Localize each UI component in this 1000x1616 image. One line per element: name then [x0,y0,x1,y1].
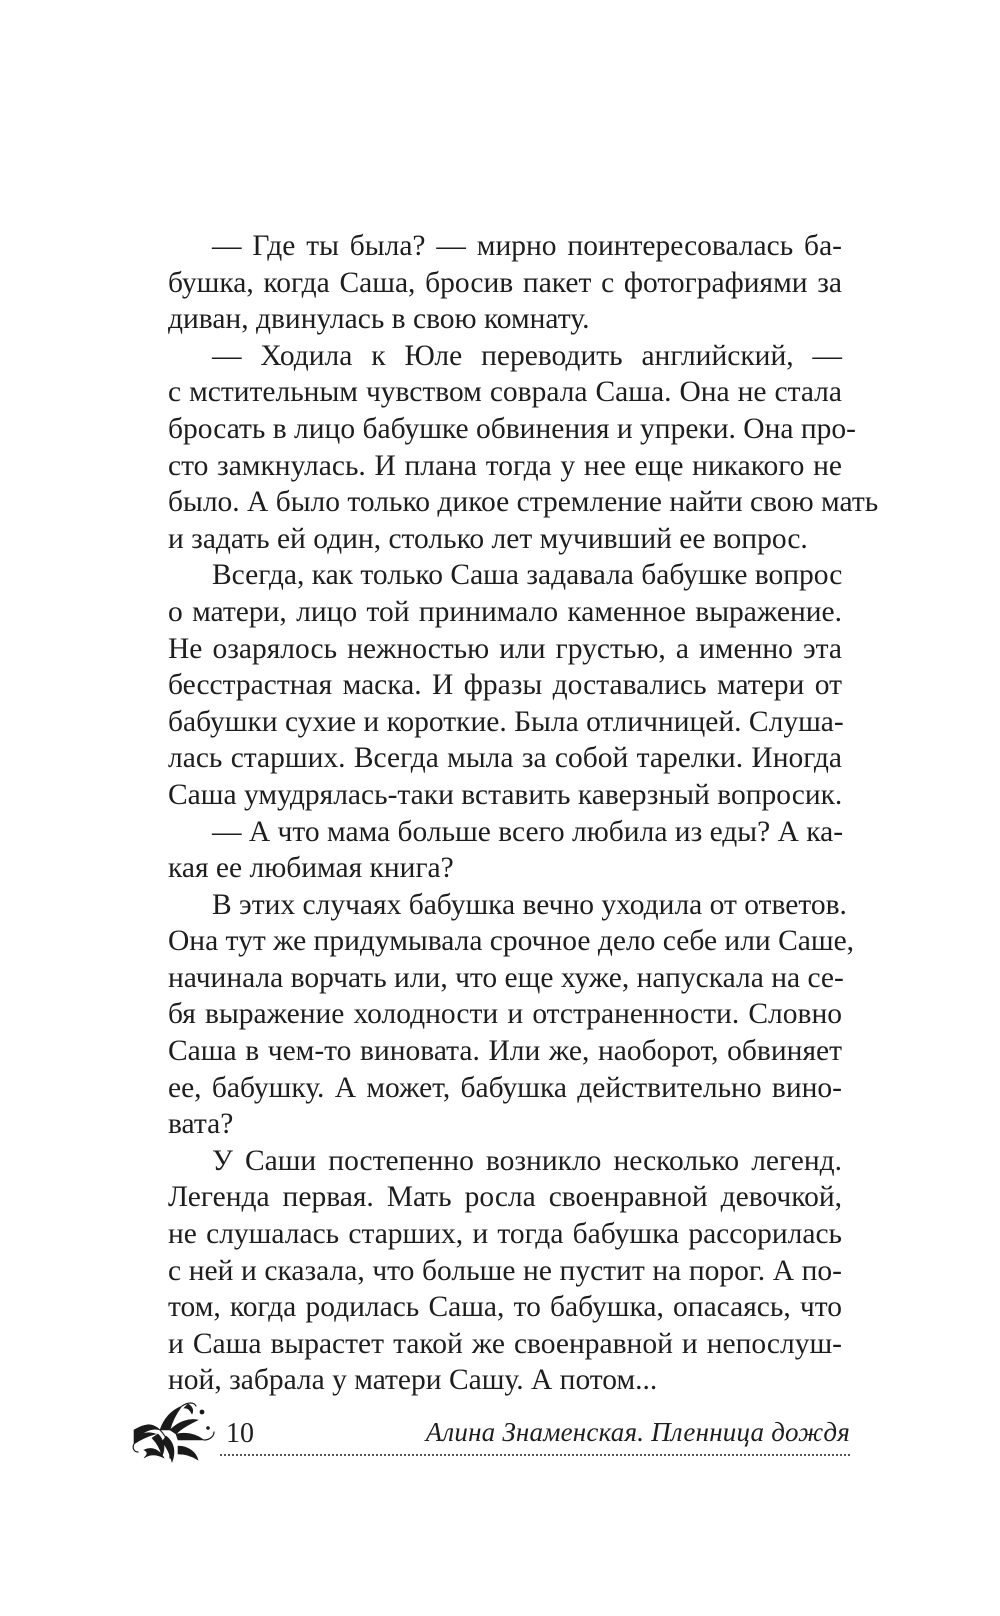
text-line: с мстительным чувством соврала Саша. Она не стала [168,376,842,409]
text-line: бабушки сухие и короткие. Была отличницей. Слуша- [168,705,844,738]
body-text [168,228,879,1399]
text-line: кая ее любимая книга? [168,852,454,885]
text-line: ной, забрала у матери Сашу. А потом... [168,1364,658,1397]
text-line: сто замкнулась. И плана тогда у нее еще никакого не [168,449,842,482]
text-line: Легенда первая. Мать росла своенравной девочкой, [168,1181,842,1214]
text-line: Она тут же придумывала срочное дело себе или Саше, [168,925,855,958]
text-line: ее, бабушку. А может, бабушка действительно вино- [168,1071,842,1104]
text-line: — Ходила к Юле переводить английский, — [212,339,842,372]
text-line: и Саша вырастет такой же своенравной и непослуш- [168,1327,842,1360]
floral-ornament-icon [130,1400,220,1470]
footer-divider [220,1454,850,1456]
text-line: и задать ей один, столько лет мучивший ее вопрос. [168,522,808,555]
text-line: бросать в лицо бабушке обвинения и упреки. Она про- [168,412,856,445]
text-line: Саша умудрялась-таки вставить каверзный вопросик. [168,778,843,811]
text-line: — Где ты была? — мирно поинтересовалась ба- [212,230,842,262]
text-line: — А что мама больше всего любила из еды? А ка- [212,815,844,848]
text-line: было. А было только дикое стремление найти свою мать [168,486,879,519]
page-number: 10 [226,1418,254,1449]
text-line: вата? [168,1108,234,1141]
text-line: Саша в чем-то виновата. Или же, наоборот, обвиняет [168,1035,842,1068]
text-line: о матери, лицо той принимало каменное выражение. [168,595,842,628]
text-line: начинала ворчать или, что еще хуже, напускала на се- [168,961,844,994]
text-line: Не озарялось нежностью или грустью, а именно эта [168,632,842,665]
text-line: лась старших. Всегда мыла за собой тарелки. Иногда [168,742,842,775]
text-line: диван, двинулась в свою комнату. [168,303,590,336]
text-line: В этих случаях бабушка вечно уходила от ответов. [212,888,847,921]
text-line: бушка, когда Саша, бросив пакет с фотографиями за [168,266,842,299]
page-footer [130,1400,850,1470]
running-title: Алина Знаменская. Пленница дождя [425,1417,850,1447]
text-line: том, когда родилась Саша, то бабушка, опасаясь, что [168,1291,842,1324]
text-line: с ней и сказала, что больше не пустит на порог. А по- [168,1254,842,1287]
text-line: не слушалась старших, и тогда бабушка рассорилась [168,1218,842,1251]
text-line: бя выражение холодности и отстраненности. Словно [168,998,842,1031]
text-line: Всегда, как только Саша задавала бабушке вопрос [212,559,843,592]
text-line: бесстрастная маска. И фразы доставались матери от [168,669,842,702]
text-line: У Саши постепенно возникло несколько легенд. [212,1144,842,1177]
